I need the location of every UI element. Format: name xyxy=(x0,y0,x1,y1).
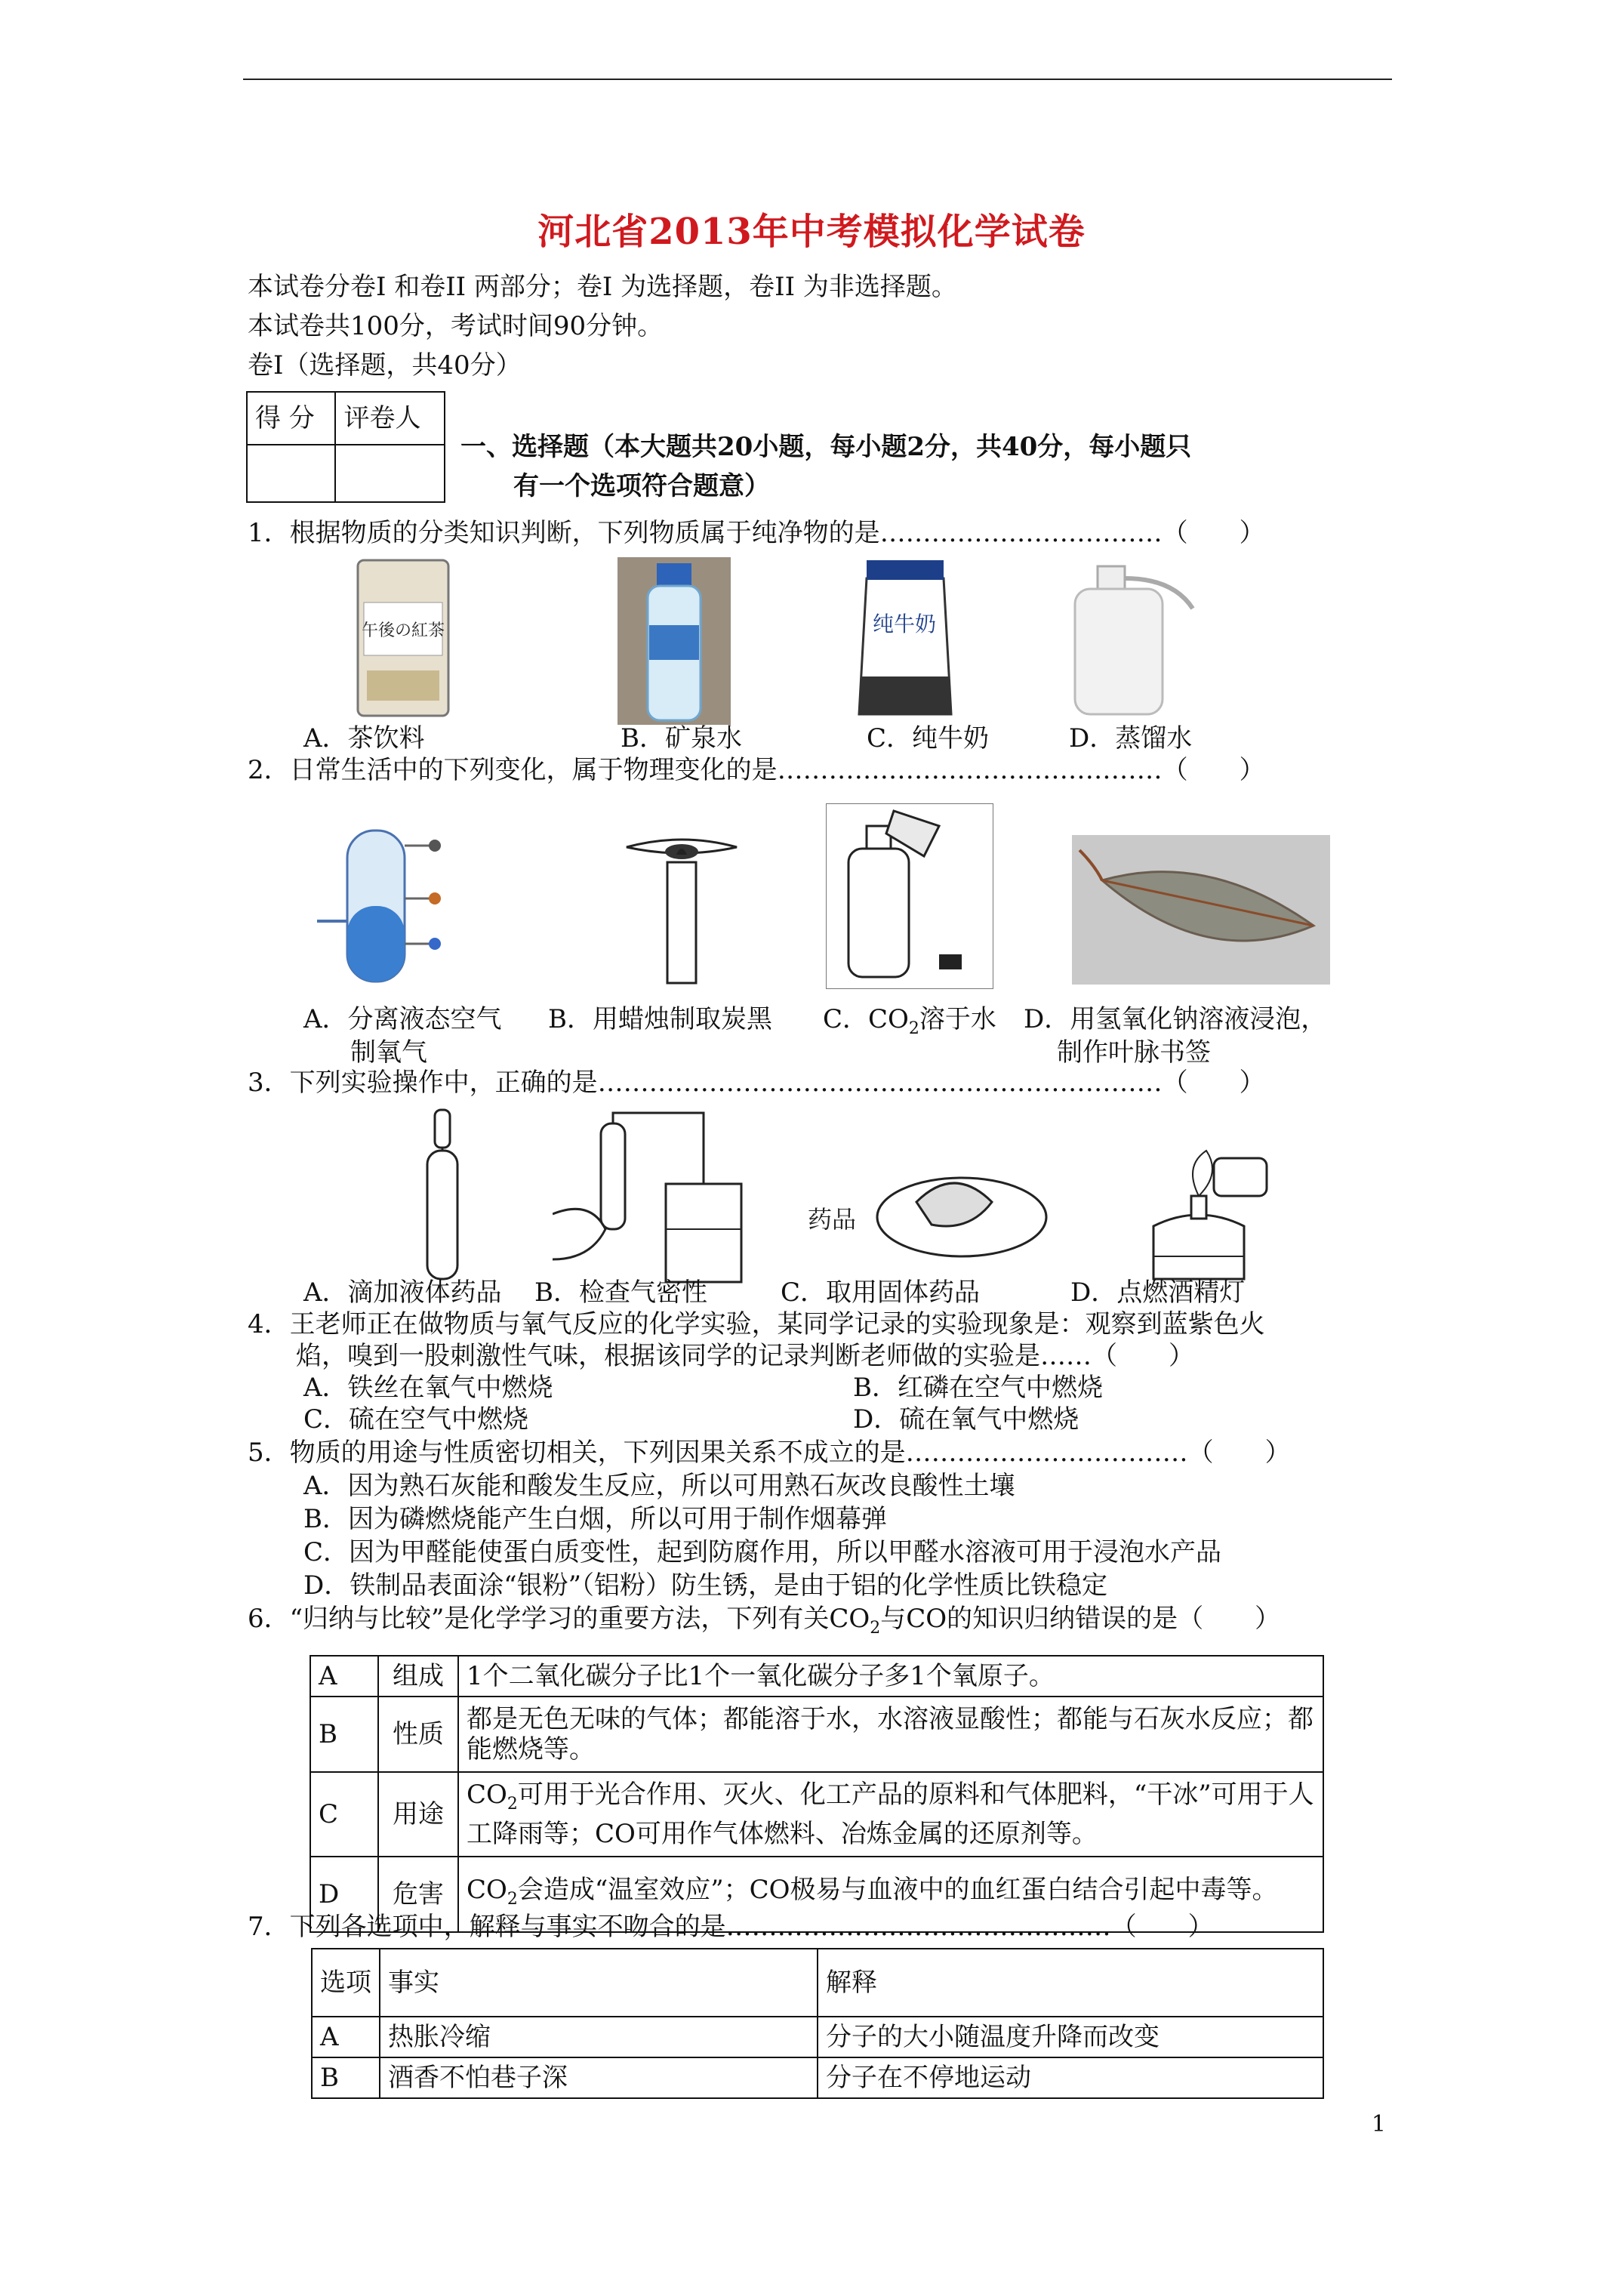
q7-row-b-explain: 分子在不停地运动 xyxy=(818,2057,1323,2098)
mineral-water-image xyxy=(617,557,731,725)
q7-header-fact: 事实 xyxy=(380,1949,818,2017)
q5-stem: 5．物质的用途与性质密切相关，下列因果关系不成立的是……………………………（ ） xyxy=(248,1438,1291,1468)
q6-row-c-text: 可用于光合作用、灭火、化工产品的原料和气体肥料，“干冰”可用于人工降雨等；CO可用作气体燃料、冶炼金属的还原剂等。 xyxy=(467,1779,1314,1850)
distilled-water-bottle-image xyxy=(1060,556,1199,717)
q7-stem: 7．下列各选项中，解释与事实不吻合的是………………………………………（ ） xyxy=(248,1912,1214,1942)
q6-stem-post: 与CO的知识归纳错误的是（ ） xyxy=(880,1604,1281,1634)
q4-option-a[interactable]: A．铁丝在氧气中燃烧 xyxy=(303,1373,553,1403)
q4-option-c[interactable]: C．硫在空气中燃烧 xyxy=(303,1404,529,1435)
grader-cell[interactable] xyxy=(335,445,445,502)
q6-stem-pre: 6．“归纳与比较”是化学学习的重要方法，下列有关CO xyxy=(248,1604,870,1634)
q4-stem-line1: 4．王老师正在做物质与氧气反应的化学实验，某同学记录的实验现象是：观察到蓝紫色火 xyxy=(248,1309,1265,1339)
grader-label: 评卷人 xyxy=(335,392,445,445)
airtightness-check-image xyxy=(553,1108,747,1288)
intro-line-2: 本试卷共100分，考试时间90分钟。 xyxy=(248,311,664,341)
q7-header-explain: 解释 xyxy=(818,1949,1323,2017)
milk-carton-label: 纯牛奶 xyxy=(872,612,937,636)
table-row[interactable] xyxy=(310,1697,1323,1772)
intro-line-1: 本试卷分卷Ⅰ 和卷II 两部分；卷Ⅰ 为选择题，卷II 为非选择题。 xyxy=(248,272,957,302)
q1-option-a[interactable]: A．茶饮料 xyxy=(303,723,425,754)
tea-can-label: 午後の紅茶 xyxy=(361,621,445,640)
milk-carton-image xyxy=(852,556,959,719)
q6-row-d-cat: 危害 xyxy=(378,1857,458,1932)
q2-option-c-pre: C．CO xyxy=(823,1004,909,1034)
q5-option-c[interactable]: C．因为甲醛能使蛋白质变性，起到防腐作用，所以甲醛水溶液可用于浸泡水产品 xyxy=(303,1537,1222,1567)
q2-option-a[interactable]: A．分离液态空气 xyxy=(303,1004,502,1034)
q5-option-b[interactable]: B．因为磷燃烧能产生白烟，所以可用于制作烟幕弹 xyxy=(303,1504,887,1534)
part1-heading-2: 有一个选项符合题意） xyxy=(513,471,770,501)
alcohol-lamp-image xyxy=(1131,1136,1279,1282)
q3-option-d[interactable]: D．点燃酒精灯 xyxy=(1070,1277,1246,1308)
q7-row-a-fact: 热胀冷缩 xyxy=(380,2017,818,2057)
q6-row-c-key: C xyxy=(310,1772,378,1857)
q6-row-d-key: D xyxy=(310,1857,378,1932)
candle-soot-image xyxy=(624,832,740,986)
table-row[interactable] xyxy=(312,2017,1323,2057)
q2-option-c-post: 溶于水 xyxy=(919,1004,996,1034)
q4-option-b[interactable]: B．红磷在空气中燃烧 xyxy=(853,1373,1103,1403)
part1-heading-1: 一、选择题（本大题共20小题，每小题2分，共40分，每小题只 xyxy=(460,432,1192,462)
q1-stem: 1．根据物质的分类知识判断，下列物质属于纯净物的是……………………………（ ） xyxy=(248,518,1265,548)
q6-table xyxy=(310,1655,1324,1933)
q2-option-d[interactable]: D．用氢氧化钠溶液浸泡， xyxy=(1024,1004,1327,1034)
score-label: 得 分 xyxy=(247,392,335,445)
q2-stem: 2．日常生活中的下列变化，属于物理变化的是………………………………………（ ） xyxy=(248,755,1265,785)
tea-can-image xyxy=(355,557,451,719)
q6-row-c-pre: CO xyxy=(467,1779,507,1810)
q5-option-d[interactable]: D．铁制品表面涂“银粉”（铝粉）防生锈，是由于铝的化学性质比铁稳定 xyxy=(303,1570,1108,1601)
q7-row-a-key: A xyxy=(312,2017,380,2057)
q3-option-c[interactable]: C．取用固体药品 xyxy=(781,1277,981,1308)
q6-row-b-cat: 性质 xyxy=(378,1697,458,1772)
q2-option-c-sub: 2 xyxy=(908,1019,919,1038)
q7-row-a-explain: 分子的大小随温度升降而改变 xyxy=(818,2017,1323,2057)
table-row xyxy=(312,1949,1323,2017)
page-title: 河北省2013年中考模拟化学试卷 xyxy=(537,211,1086,253)
solid-reagent-image xyxy=(803,1134,1049,1270)
q7-row-b-fact: 酒香不怕巷子深 xyxy=(380,2057,818,2098)
table-row[interactable] xyxy=(310,1772,1323,1857)
header-rule xyxy=(243,79,1392,80)
air-separation-column-image xyxy=(302,815,483,988)
table-row[interactable] xyxy=(310,1656,1323,1697)
leaf-vein-image xyxy=(1072,835,1330,985)
q2-option-d-line2: 制作叶脉书签 xyxy=(1057,1037,1211,1068)
q7-header-key: 选项 xyxy=(312,1949,380,2017)
q4-option-d[interactable]: D．硫在氧气中燃烧 xyxy=(853,1404,1079,1435)
q6-row-a-text: 1个二氧化碳分子比1个一氧化碳分子多1个氧原子。 xyxy=(458,1656,1323,1697)
q6-row-c-sub: 2 xyxy=(507,1794,518,1814)
dropper-test-tube-image xyxy=(420,1105,465,1284)
q6-stem xyxy=(248,1604,1280,1644)
co2-bottle-image xyxy=(826,803,993,989)
q6-row-c-content xyxy=(458,1772,1323,1857)
q6-row-a-key: A xyxy=(310,1656,378,1697)
q1-option-b[interactable]: B．矿泉水 xyxy=(621,723,742,754)
page-number: 1 xyxy=(1371,2111,1386,2137)
q3-option-b[interactable]: B．检查气密性 xyxy=(534,1277,707,1308)
q6-stem-sub: 2 xyxy=(870,1618,881,1638)
q1-option-d[interactable]: D．蒸馏水 xyxy=(1069,723,1193,754)
q5-option-a[interactable]: A．因为熟石灰能和酸发生反应，所以可用熟石灰改良酸性土壤 xyxy=(303,1471,1015,1501)
q2-option-c[interactable] xyxy=(823,1004,996,1044)
q6-row-d-sub: 2 xyxy=(507,1889,518,1909)
q2-option-b[interactable]: B．用蜡烛制取炭黑 xyxy=(548,1004,772,1034)
q6-row-b-text: 都是无色无味的气体；都能溶于水，水溶液显酸性；都能与石灰水反应；都能燃烧等。 xyxy=(458,1697,1323,1772)
q7-table xyxy=(311,1948,1324,2099)
q3-stem: 3．下列实验操作中，正确的是…………………………………………………………（ ） xyxy=(248,1068,1265,1098)
score-box xyxy=(246,391,445,503)
section-heading: 卷Ⅰ（选择题，共40分） xyxy=(248,350,522,381)
q2-option-a-line2: 制氧气 xyxy=(350,1037,427,1068)
q6-row-b-key: B xyxy=(310,1697,378,1772)
q6-row-d-text: 会造成“温室效应”；CO极易与血液中的血红蛋白结合引起中毒等。 xyxy=(517,1874,1278,1905)
q6-row-c-cat: 用途 xyxy=(378,1772,458,1857)
solid-reagent-label: 药品 xyxy=(808,1205,857,1234)
q1-option-c[interactable]: C．纯牛奶 xyxy=(867,723,990,754)
q4-stem-line2: 焰，嗅到一股刺激性气味，根据该同学的记录判断老师做的实验是……（ ） xyxy=(296,1341,1194,1371)
q3-option-a[interactable]: A．滴加液体药品 xyxy=(303,1277,502,1308)
q6-row-d-pre: CO xyxy=(467,1874,507,1905)
score-cell[interactable] xyxy=(247,445,335,502)
q7-row-b-key: B xyxy=(312,2057,380,2098)
table-row[interactable] xyxy=(312,2057,1323,2098)
q6-row-a-cat: 组成 xyxy=(378,1656,458,1697)
